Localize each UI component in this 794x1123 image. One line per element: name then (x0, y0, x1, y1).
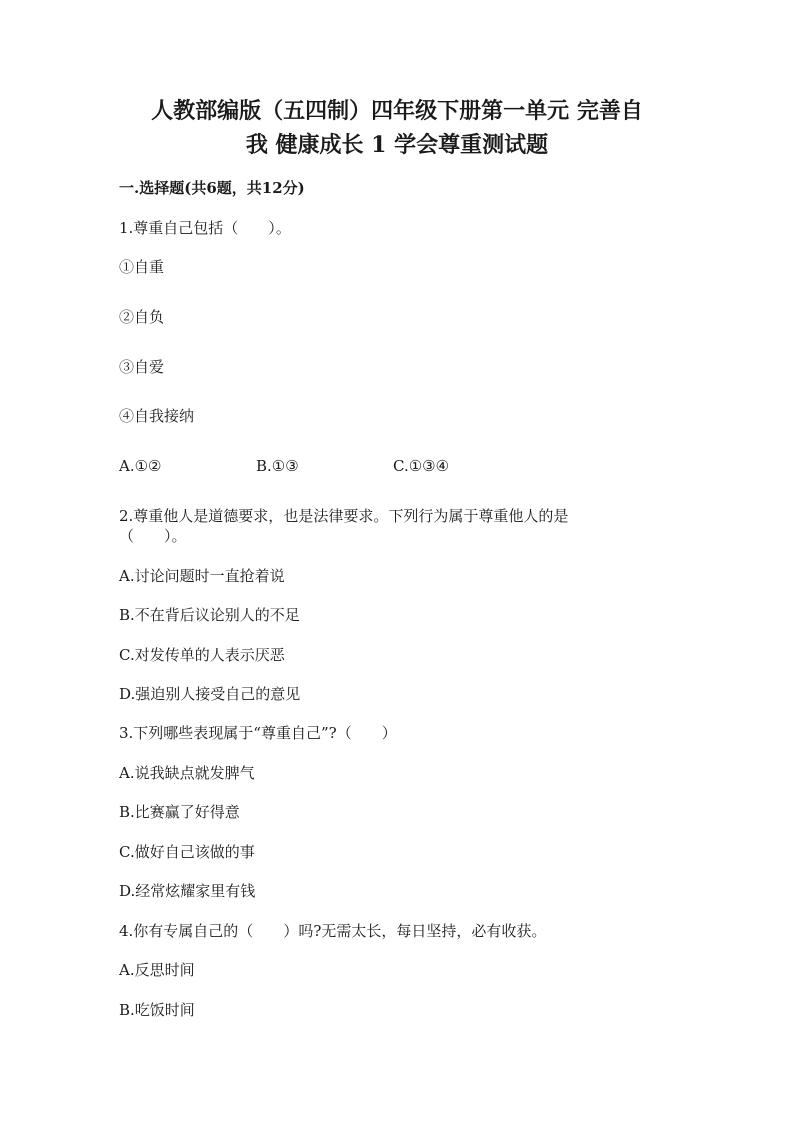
question-3-option-d: D.经常炫耀家里有钱 (119, 882, 256, 900)
section-heading: 一.选择题(共6题，共12分) (119, 179, 305, 197)
document-title (100, 94, 694, 162)
question-4-option-b: B.吃饭时间 (119, 1001, 195, 1019)
question-1-item: ③自爱 (119, 358, 165, 376)
question-1-stem: 1.尊重自己包括（ ）。 (119, 219, 291, 237)
question-2-stem-continued: （ ）。 (119, 527, 187, 545)
question-4-option-a: A.反思时间 (119, 961, 195, 979)
question-2-option-d: D.强迫别人接受自己的意见 (119, 685, 301, 703)
question-1-item: ①自重 (119, 258, 165, 276)
question-2-option-b: B.不在背后议论别人的不足 (119, 606, 300, 624)
question-1-option-a: A.①② (119, 457, 162, 475)
question-2-option-c: C.对发传单的人表示厌恶 (119, 646, 285, 664)
question-3-option-b: B.比赛赢了好得意 (119, 803, 240, 821)
question-3-stem: 3.下列哪些表现属于“尊重自己”?（ ） (119, 724, 397, 742)
question-2-stem: 2.尊重他人是道德要求，也是法律要求。下列行为属于尊重他人的是 (119, 507, 569, 525)
question-3-option-a: A.说我缺点就发脾气 (119, 764, 255, 782)
question-2-option-a: A.讨论问题时一直抢着说 (119, 567, 285, 585)
question-4-stem: 4.你有专属自己的（ ）吗?无需太长，每日坚持，必有收获。 (119, 922, 547, 940)
question-1-option-c: C.①③④ (393, 457, 450, 475)
question-1-item: ④自我接纳 (119, 407, 195, 425)
question-3-option-c: C.做好自己该做的事 (119, 843, 255, 861)
title-line-1: 人教部编版（五四制）四年级下册第一单元 完善自 (151, 98, 643, 124)
question-1-option-b: B.①③ (256, 457, 299, 475)
question-1-item: ②自负 (119, 308, 165, 326)
title-line-2: 我 健康成长 1 学会尊重测试题 (245, 132, 549, 158)
